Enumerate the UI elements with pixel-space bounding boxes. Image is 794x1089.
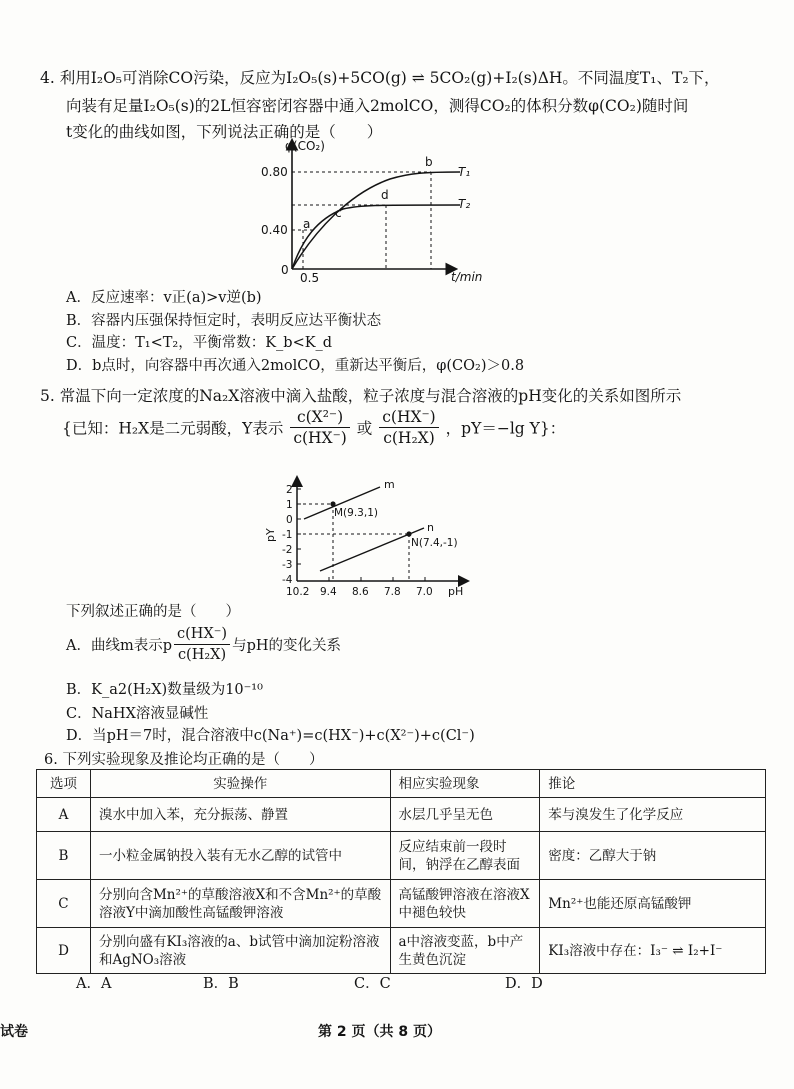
q5-xticks xyxy=(286,586,433,598)
q6-choice-b: B．B xyxy=(203,976,239,992)
header-phenomenon: 相应实验现象 xyxy=(390,770,540,798)
row-c-inference: Mn²⁺也能还原高锰酸钾 xyxy=(540,880,766,928)
q6-choice-a: A．A xyxy=(76,976,112,992)
q5-or: 或 xyxy=(356,419,373,438)
q5-point-M-label: M(9.3,1) xyxy=(334,507,378,519)
q5-ytick-2: 2 xyxy=(286,484,293,496)
row-a-phenomenon: 水层几乎呈无色 xyxy=(390,798,540,832)
header-inference: 推论 xyxy=(540,770,766,798)
row-d-label: D xyxy=(37,928,91,974)
q4-point-d: d xyxy=(381,188,389,202)
q5-ytick-1: 1 xyxy=(286,499,293,511)
q4-line3: t变化的曲线如图，下列说法正确的是（ ） xyxy=(66,123,383,141)
q5-known-tail: ，pY＝−lg Y}： xyxy=(445,419,566,438)
table-row xyxy=(37,832,766,880)
row-a-label: A xyxy=(37,798,91,832)
q5-optA-fraction xyxy=(174,624,230,665)
q5-option-c: C．NaHX溶液显碱性 xyxy=(66,706,209,722)
q5-point-N-label: N(7.4,-1) xyxy=(411,537,458,549)
q5-optA-tail: 与pH的变化关系 xyxy=(232,638,342,654)
q4-curve-t2-label: T₂ xyxy=(458,197,471,211)
q5-known xyxy=(62,407,565,448)
row-c-operation: 分别向含Mn²⁺的草酸溶液X和不含Mn²⁺的草酸溶液Y中滴加酸性高锰酸钾溶液 xyxy=(90,880,390,928)
q4-graph xyxy=(255,135,495,285)
q5-xtick-78: 7.8 xyxy=(384,586,401,598)
q4-curve-t1 xyxy=(292,172,460,269)
q4-point-c: c xyxy=(335,206,342,220)
q4-number: 4. xyxy=(40,69,55,87)
q5-fraction-2 xyxy=(379,407,439,448)
q4-compound: I₂O₅ xyxy=(90,69,123,87)
table-header-row xyxy=(37,770,766,798)
q6-choice-c: C．C xyxy=(354,976,391,992)
q4-line1 xyxy=(40,66,720,88)
q5-xlabel: pH xyxy=(448,585,464,598)
q5-known-lead: {已知：H₂X是二元弱酸，Y表示 xyxy=(62,419,284,438)
q5-frac2-num: c(HX⁻) xyxy=(379,407,439,428)
q4-curve-t2 xyxy=(292,205,460,269)
q6-number: 6. xyxy=(44,752,58,768)
footer-left: 试卷 xyxy=(0,1024,28,1040)
q5-ytick-m4: -4 xyxy=(282,574,293,586)
q4-xtick-05: 0.5 xyxy=(300,271,320,285)
footer-page-number: 第 2 页（共 8 页） xyxy=(318,1024,441,1040)
row-d-phenomenon: a中溶液变蓝，b中产生黄色沉淀 xyxy=(390,928,540,974)
q5-ytick-m3: -3 xyxy=(282,559,293,571)
q5-option-a xyxy=(66,624,341,665)
q6-stem: 下列实验现象及推论均正确的是（ ） xyxy=(62,752,324,768)
q4-ytick-040: 0.40 xyxy=(261,223,288,237)
row-b-label: B xyxy=(37,832,91,880)
table-row xyxy=(37,880,766,928)
q4-option-d: D．b点时，向容器中再次通入2molCO，重新达平衡后，φ(CO₂)＞0.8 xyxy=(66,358,525,374)
row-c-phenomenon: 高锰酸钾溶液在溶液X中褪色较快 xyxy=(390,880,540,928)
row-b-operation: 一小粒金属钠投入装有无水乙醇的试管中 xyxy=(90,832,390,880)
q5-line1 xyxy=(40,384,681,406)
row-c-label: C xyxy=(37,880,91,928)
q4-ylabel: φ(CO₂) xyxy=(285,139,325,153)
q5-xtick-70: 7.0 xyxy=(416,586,433,598)
q4-option-a: A．反应速率：v正(a)>v逆(b) xyxy=(66,290,262,306)
q5-line1-text: 常温下向一定浓度的Na₂X溶液中滴入盐酸，粒子浓度与混合溶液的pH变化的关系如图所示 xyxy=(59,387,682,405)
q5-option-d: D．当pH＝7时，混合溶液中c(Na⁺)=c(HX⁻)+c(X²⁻)+c(Cl⁻) xyxy=(66,728,475,744)
q5-stem: 下列叙述正确的是（ ） xyxy=(66,604,240,620)
table-row xyxy=(37,798,766,832)
q4-line2: 向装有足量I₂O₅(s)的2L恒容密闭容器中通入2molCO，测得CO₂的体积分数φ(CO₂)随时间 xyxy=(66,97,689,115)
q5-fraction-1 xyxy=(290,407,350,448)
row-a-operation: 溴水中加入苯，充分振荡、静置 xyxy=(90,798,390,832)
q5-line-n-label: n xyxy=(427,521,434,534)
q4-point-b: b xyxy=(425,155,433,169)
q5-point-N xyxy=(406,531,411,536)
q4-xlabel: t/min xyxy=(451,270,483,284)
row-a-inference: 苯与溴发生了化学反应 xyxy=(540,798,766,832)
q5-frac1-den: c(HX⁻) xyxy=(293,429,347,447)
table-row xyxy=(37,928,766,974)
q4-point-a: a xyxy=(303,217,311,231)
q6-stem-line xyxy=(44,748,323,769)
q5-yticks xyxy=(282,484,293,586)
row-d-operation: 分别向盛有KI₃溶液的a、b试管中滴加淀粉溶液和AgNO₃溶液 xyxy=(90,928,390,974)
row-d-inference: KI₃溶液中存在：I₃⁻ ⇌ I₂+I⁻ xyxy=(540,928,766,974)
q5-graph xyxy=(262,474,477,600)
q4-reaction: I₂O₅(s)+5CO(g) ⇌ 5CO₂(g)+I₂(s)ΔH xyxy=(286,69,563,87)
q5-xtick-102: 10.2 xyxy=(286,586,310,598)
q4-text-lead: 利用 xyxy=(59,69,91,87)
q4-reaction-lead: 可消除CO污染，反应为 xyxy=(122,69,287,87)
q5-optA-num: c(HX⁻) xyxy=(174,624,230,645)
q5-ytick-0: 0 xyxy=(286,514,293,526)
q5-frac2-den: c(H₂X) xyxy=(383,429,435,447)
q5-xtick-94: 9.4 xyxy=(320,586,337,598)
q4-curve-t1-label: T₁ xyxy=(458,165,471,179)
q4-option-c: C．温度：T₁<T₂，平衡常数：K_b<K_d xyxy=(66,335,333,351)
q5-ytick-m2: -2 xyxy=(282,544,293,556)
q5-optA-den: c(H₂X) xyxy=(177,647,227,663)
row-b-inference: 密度：乙醇大于钠 xyxy=(540,832,766,880)
q5-point-M xyxy=(330,501,335,506)
q5-option-b: B．K_a2(H₂X)数量级为10⁻¹⁰ xyxy=(66,682,263,698)
header-operation: 实验操作 xyxy=(90,770,390,798)
q4-origin: 0 xyxy=(281,263,289,277)
q5-frac1-num: c(X²⁻) xyxy=(290,407,350,428)
header-option: 选项 xyxy=(37,770,91,798)
q6-table xyxy=(36,769,766,974)
row-b-phenomenon: 反应结束前一段时间，钠浮在乙醇表面 xyxy=(390,832,540,880)
q5-number: 5. xyxy=(40,387,55,405)
q5-line-m-label: m xyxy=(384,478,395,491)
q6-choice-d: D．D xyxy=(505,976,543,992)
q5-xtick-86: 8.6 xyxy=(352,586,369,598)
q4-option-b: B．容器内压强保持恒定时，表明反应达平衡状态 xyxy=(66,313,382,329)
q4-text-tail: 。不同温度T₁、T₂下， xyxy=(562,69,720,87)
q4-ytick-080: 0.80 xyxy=(261,165,288,179)
q5-ylabel: pY xyxy=(264,528,277,542)
q5-ytick-m1: -1 xyxy=(282,529,293,541)
q5-optA-lead: A．曲线m表示p xyxy=(66,638,173,654)
